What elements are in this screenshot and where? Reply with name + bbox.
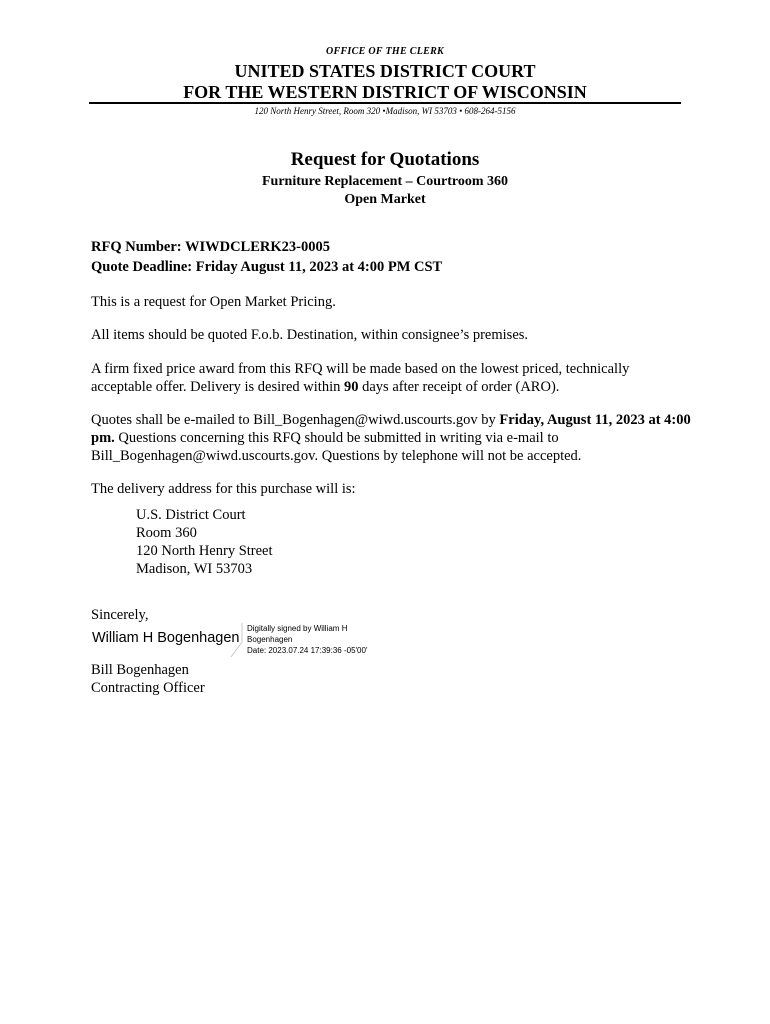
salutation: Sincerely, xyxy=(91,607,149,623)
signature-info-line2: Bogenhagen xyxy=(247,635,293,644)
award-text-end: days after receipt of order (ARO). xyxy=(358,379,560,395)
paragraph-award xyxy=(91,360,691,396)
signature-divider-icon xyxy=(229,622,245,658)
delivery-address-line1: U.S. District Court xyxy=(136,507,246,523)
court-address: 120 North Henry Street, Room 320 •Madison, WI 53703 • 608-264-5156 xyxy=(254,106,516,116)
digital-signature-name[interactable]: William H Bogenhagen xyxy=(92,630,240,646)
paragraph-fob: All items should be quoted F.o.b. Destination, within consignee’s premises. xyxy=(91,327,529,343)
submission-deadline: Friday, August 11, 2023 at 4:00 pm. xyxy=(91,412,691,446)
document-subtitle-market: Open Market xyxy=(344,192,426,207)
document-title: Request for Quotations xyxy=(290,149,480,170)
submission-text-end: Questions concerning this RFQ should be submitted in writing via e-mail to Bill_Bogenhagen@wiwd.uscourts.gov. Questions by telephone will not be accepted. xyxy=(91,430,582,464)
award-text: A firm fixed price award from this RFQ will be made based on the lowest priced, technically acceptable offer. Delivery is desired within xyxy=(91,361,630,395)
paragraph-delivery-intro: The delivery address for this purchase will is: xyxy=(91,481,356,497)
office-label: OFFICE OF THE CLERK xyxy=(325,46,445,57)
quote-deadline: Quote Deadline: Friday August 11, 2023 at 4:00 PM CST xyxy=(91,259,443,275)
court-name-line1: UNITED STATES DISTRICT COURT xyxy=(234,61,536,81)
signature-info-line1: Digitally signed by William H xyxy=(247,624,348,633)
delivery-address-line2: Room 360 xyxy=(136,525,197,541)
signer-title: Contracting Officer xyxy=(91,680,205,696)
document-subtitle: Furniture Replacement – Courtroom 360 xyxy=(262,174,508,189)
signature-info-date: Date: 2023.07.24 17:39:36 -05'00' xyxy=(247,646,368,655)
paragraph-submission xyxy=(91,411,691,465)
court-name-line2: FOR THE WESTERN DISTRICT OF WISCONSIN xyxy=(183,82,587,102)
digital-signature-info[interactable] xyxy=(247,623,367,656)
delivery-days: 90 xyxy=(344,379,359,395)
submission-text: Quotes shall be e-mailed to Bill_Bogenhagen@wiwd.uscourts.gov by xyxy=(91,412,500,428)
delivery-address-line4: Madison, WI 53703 xyxy=(136,561,253,577)
header-divider xyxy=(89,102,681,104)
delivery-address-line3: 120 North Henry Street xyxy=(136,543,273,559)
paragraph-open-market: This is a request for Open Market Pricing. xyxy=(91,294,336,310)
rfq-number: RFQ Number: WIWDCLERK23-0005 xyxy=(91,239,330,255)
signer-name: Bill Bogenhagen xyxy=(91,662,189,678)
